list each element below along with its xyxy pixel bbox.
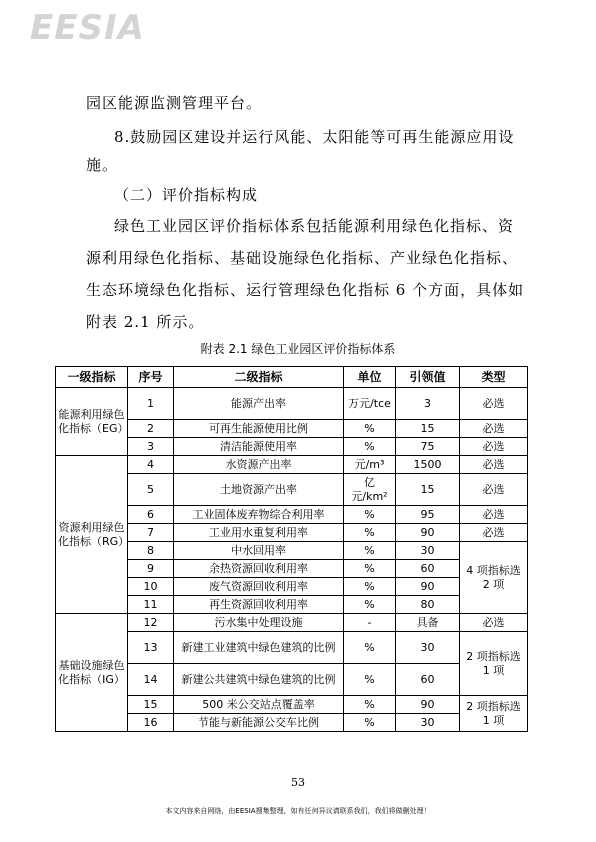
unit-cell: %: [344, 632, 396, 664]
indicator-cell: 500 米公交站点覆盖率: [174, 696, 344, 714]
paragraph-line: 园区能源监测管理平台。: [86, 94, 263, 112]
indicator-cell: 再生资源回收利用率: [174, 596, 344, 614]
no-cell: 16: [128, 714, 174, 732]
table-row: [56, 388, 528, 420]
indicator-cell: 可再生能源使用比例: [174, 420, 344, 438]
unit-cell: %: [344, 560, 396, 578]
header-cell: 一级指标: [56, 367, 128, 388]
unit-cell: -: [344, 614, 396, 632]
no-cell: 13: [128, 632, 174, 664]
unit-cell: %: [344, 524, 396, 542]
unit-cell: %: [344, 578, 396, 596]
no-cell: 9: [128, 560, 174, 578]
paragraph-line: 施。: [86, 156, 119, 174]
indicator-cell: 节能与新能源公交车比例: [174, 714, 344, 732]
no-cell: 5: [128, 474, 174, 506]
footer-notice: 本文内容来自网络，由EESIA搜集整理，如有任何异议请联系我们，我们将做删处理！: [165, 807, 431, 815]
value-cell: 30: [396, 714, 460, 732]
table-header-row: [56, 367, 528, 388]
value-cell: 具备: [396, 614, 460, 632]
type-cell: 必选: [460, 438, 528, 456]
indicator-cell: 废气资源回收利用率: [174, 578, 344, 596]
paragraph-line: 绿色工业园区评价指标体系包括能源利用绿色化指标、资: [114, 217, 515, 235]
header-cell: 引领值: [396, 367, 460, 388]
unit-cell: 万元/tce: [344, 388, 396, 420]
value-cell: 90: [396, 578, 460, 596]
no-cell: 3: [128, 438, 174, 456]
type-cell: 必选: [460, 524, 528, 542]
value-cell: 60: [396, 664, 460, 696]
paragraph-line: 8.鼓励园区建设并运行风能、太阳能等可再生能源应用设: [114, 128, 515, 146]
no-cell: 8: [128, 542, 174, 560]
table-row: [56, 614, 528, 632]
table-row: [56, 456, 528, 474]
value-cell: 75: [396, 438, 460, 456]
no-cell: 2: [128, 420, 174, 438]
value-cell: 90: [396, 524, 460, 542]
header-cell: 类型: [460, 367, 528, 388]
indicator-cell: 清洁能源使用率: [174, 438, 344, 456]
value-cell: 95: [396, 506, 460, 524]
no-cell: 7: [128, 524, 174, 542]
header-cell: 序号: [128, 367, 174, 388]
unit-cell: %: [344, 438, 396, 456]
no-cell: 15: [128, 696, 174, 714]
type-cell: 必选: [460, 506, 528, 524]
value-cell: 15: [396, 474, 460, 506]
indicator-table: [55, 366, 528, 732]
value-cell: 15: [396, 420, 460, 438]
type-cell-merged: 4 项指标选 2 项: [460, 542, 528, 614]
paragraph-line: 生态环境绿色化指标、运行管理绿色化指标 6 个方面，具体如: [86, 281, 525, 299]
paragraph-line: 源利用绿色化指标、基础设施绿色化指标、产业绿色化指标、: [86, 249, 519, 267]
value-cell: 30: [396, 542, 460, 560]
indicator-cell: 污水集中处理设施: [174, 614, 344, 632]
unit-cell: %: [344, 664, 396, 696]
header-cell: 二级指标: [174, 367, 344, 388]
unit-cell: 亿元/km²: [344, 474, 396, 506]
unit-cell: 元/m³: [344, 456, 396, 474]
unit-cell: %: [344, 696, 396, 714]
header-cell: 单位: [344, 367, 396, 388]
no-cell: 14: [128, 664, 174, 696]
value-cell: 90: [396, 696, 460, 714]
no-cell: 1: [128, 388, 174, 420]
indicator-cell: 工业用水重复利用率: [174, 524, 344, 542]
unit-cell: %: [344, 506, 396, 524]
unit-cell: %: [344, 420, 396, 438]
type-cell: 必选: [460, 614, 528, 632]
type-cell: 必选: [460, 388, 528, 420]
no-cell: 11: [128, 596, 174, 614]
indicator-cell: 水资源产出率: [174, 456, 344, 474]
no-cell: 6: [128, 506, 174, 524]
group-cell: 能源利用绿色化指标（EG）: [56, 388, 128, 456]
unit-cell: %: [344, 714, 396, 732]
type-cell-merged: 2 项指标选 1 项: [460, 696, 528, 732]
unit-cell: %: [344, 596, 396, 614]
no-cell: 12: [128, 614, 174, 632]
indicator-cell: 工业固体废弃物综合利用率: [174, 506, 344, 524]
value-cell: 3: [396, 388, 460, 420]
no-cell: 10: [128, 578, 174, 596]
value-cell: 60: [396, 560, 460, 578]
indicator-cell: 新建公共建筑中绿色建筑的比例: [174, 664, 344, 696]
value-cell: 1500: [396, 456, 460, 474]
type-cell: 必选: [460, 474, 528, 506]
indicator-cell: 中水回用率: [174, 542, 344, 560]
value-cell: 80: [396, 596, 460, 614]
indicator-cell: 能源产出率: [174, 388, 344, 420]
no-cell: 4: [128, 456, 174, 474]
paragraph-line: 附表 2.1 所示。: [86, 313, 205, 331]
indicator-cell: 余热资源回收利用率: [174, 560, 344, 578]
type-cell: 必选: [460, 420, 528, 438]
group-cell: 基础设施绿色化指标（IG）: [56, 614, 128, 732]
value-cell: 30: [396, 632, 460, 664]
section-heading: （二）评价指标构成: [114, 186, 259, 204]
type-cell: 必选: [460, 456, 528, 474]
table-caption: 附表 2.1 绿色工业园区评价指标体系: [200, 342, 396, 356]
indicator-cell: 新建工业建筑中绿色建筑的比例: [174, 632, 344, 664]
page-number: 53: [291, 776, 305, 789]
group-cell: 资源利用绿色化指标（RG）: [56, 456, 128, 614]
indicator-cell: 土地资源产出率: [174, 474, 344, 506]
unit-cell: %: [344, 542, 396, 560]
type-cell-merged: 2 项指标选 1 项: [460, 632, 528, 696]
watermark-logo: EESIA: [30, 8, 145, 48]
